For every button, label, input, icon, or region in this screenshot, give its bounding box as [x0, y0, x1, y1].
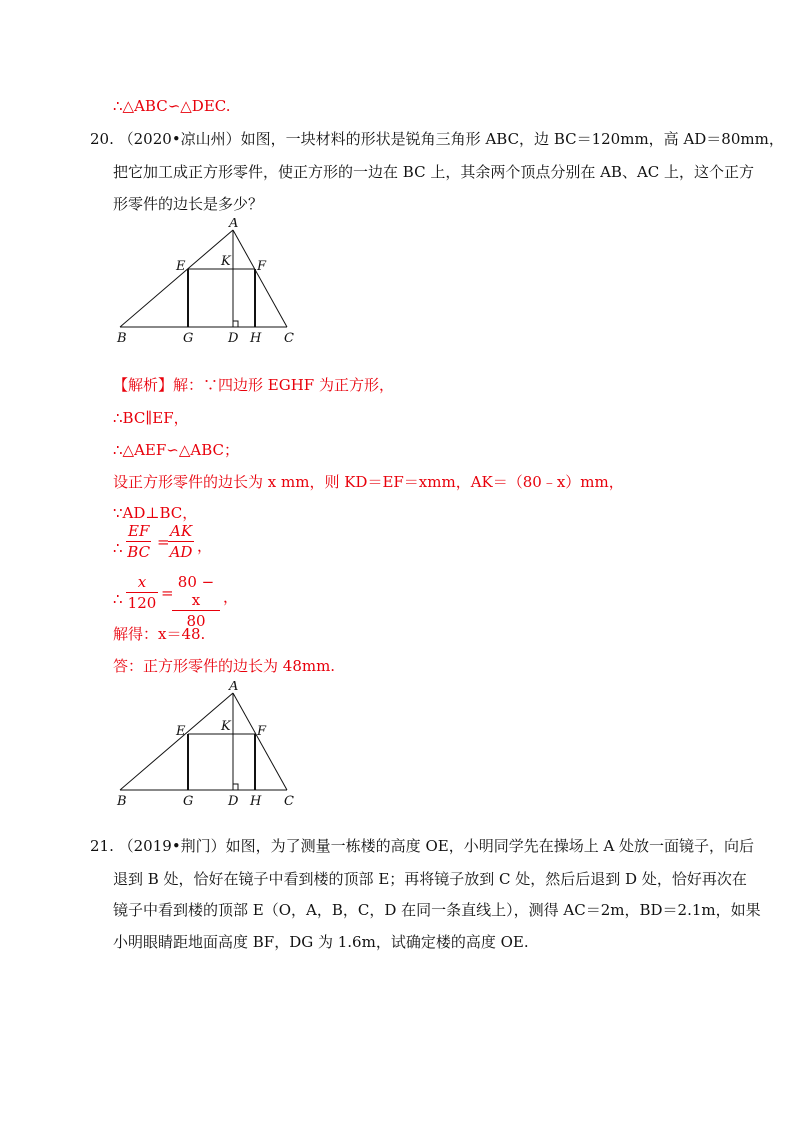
previous-conclusion: ∴△ABC∽△DEC.	[113, 97, 231, 115]
label-c: C	[284, 794, 294, 809]
eq1-numerator-right: AK	[170, 522, 193, 540]
side-ac	[233, 230, 287, 327]
figure-triangle-2	[110, 681, 310, 811]
eq2-prefix: ∴	[113, 590, 123, 608]
label-a: A	[229, 681, 239, 694]
q20-number: 20.	[90, 130, 114, 148]
solution-line3: ∴△AEF∽△ABC；	[113, 441, 239, 459]
solution-tag: 【解析】	[113, 376, 174, 394]
eq1-fraction-right	[168, 522, 194, 561]
eq2-denominator-right: 80	[186, 612, 206, 630]
q20-line1	[90, 129, 784, 149]
solution-text1: 解：∵四边形 EGHF 为正方形，	[173, 376, 394, 394]
q21-line2: 退到 B 处，恰好在镜子中看到楼的顶部 E；再将镜子放到 C 处，然后后退到 D 处，恰好再次在	[113, 870, 747, 888]
eq2-suffix: ，	[223, 588, 239, 606]
q21-source: （2019•荆门）	[118, 837, 226, 855]
q20-line2: 把它加工成正方形零件，使正方形的一边在 BC 上，其余两个顶点分别在 AB、AC 上，这个正方	[113, 163, 755, 181]
label-f: F	[257, 724, 267, 739]
figure-triangle-1	[110, 218, 310, 348]
eq2-fraction-right	[172, 573, 220, 630]
side-ac	[233, 693, 287, 790]
eq2-denominator-left: 120	[127, 594, 157, 612]
eq1-denominator-left: BC	[127, 543, 151, 561]
q21-line4: 小明眼睛距地面高度 BF，DG 为 1.6m，试确定楼的高度 OE.	[113, 933, 529, 951]
eq1-denominator-right: AD	[169, 543, 193, 561]
label-a: A	[229, 218, 239, 231]
label-g: G	[183, 794, 194, 809]
label-k: K	[221, 719, 231, 734]
q21-number: 21.	[90, 837, 114, 855]
label-k: K	[221, 254, 231, 269]
eq1-numerator-left: EF	[128, 522, 150, 540]
eq2-equals: =	[161, 584, 174, 602]
side-ab	[120, 230, 233, 327]
q20-line3: 形零件的边长是多少？	[113, 195, 264, 213]
eq1-prefix: ∴	[113, 539, 123, 557]
q21-text-line1: 如图，为了测量一栋楼的高度 OE，小明同学先在操场上 A 处放一面镜子，向后	[225, 837, 755, 855]
eq1-fraction-left	[126, 522, 151, 561]
label-f: F	[257, 259, 267, 274]
label-h: H	[250, 794, 262, 809]
eq1-suffix: ，	[197, 537, 213, 555]
solution-line5: ∵AD⊥BC，	[113, 504, 198, 522]
label-h: H	[250, 331, 262, 346]
q21-line1	[90, 836, 754, 856]
label-d: D	[228, 331, 239, 346]
eq2-fraction-left	[126, 573, 158, 612]
label-e: E	[176, 724, 186, 739]
label-g: G	[183, 331, 194, 346]
right-angle-mark	[233, 321, 238, 327]
label-d: D	[228, 794, 239, 809]
solution-line6: 解得：x＝48.	[113, 625, 206, 643]
label-c: C	[284, 331, 294, 346]
q20-text-line1: 如图，一块材料的形状是锐角三角形 ABC，边 BC＝120mm，高 AD＝80mm，	[240, 130, 784, 148]
eq1-equals: =	[157, 533, 170, 551]
label-e: E	[176, 259, 186, 274]
solution-line7: 答：正方形零件的边长为 48mm.	[113, 657, 336, 675]
eq2-numerator-left: x	[126, 573, 158, 593]
label-b: B	[117, 331, 127, 346]
side-ab	[120, 693, 233, 790]
q21-line3: 镜子中看到楼的顶部 E（O，A，B，C，D 在同一条直线上），测得 AC＝2m，BD＝2.1m，如果	[113, 901, 761, 919]
solution-line1	[113, 375, 394, 395]
eq2-numerator-right: 80 − x	[172, 573, 220, 611]
solution-line4: 设正方形零件的边长为 x mm，则 KD＝EF＝xmm，AK＝（80﹣x）mm，	[113, 473, 624, 491]
q20-source: （2020•凉山州）	[118, 130, 241, 148]
right-angle-mark	[233, 784, 238, 790]
solution-line2: ∴BC∥EF，	[113, 409, 189, 427]
label-b: B	[117, 794, 127, 809]
